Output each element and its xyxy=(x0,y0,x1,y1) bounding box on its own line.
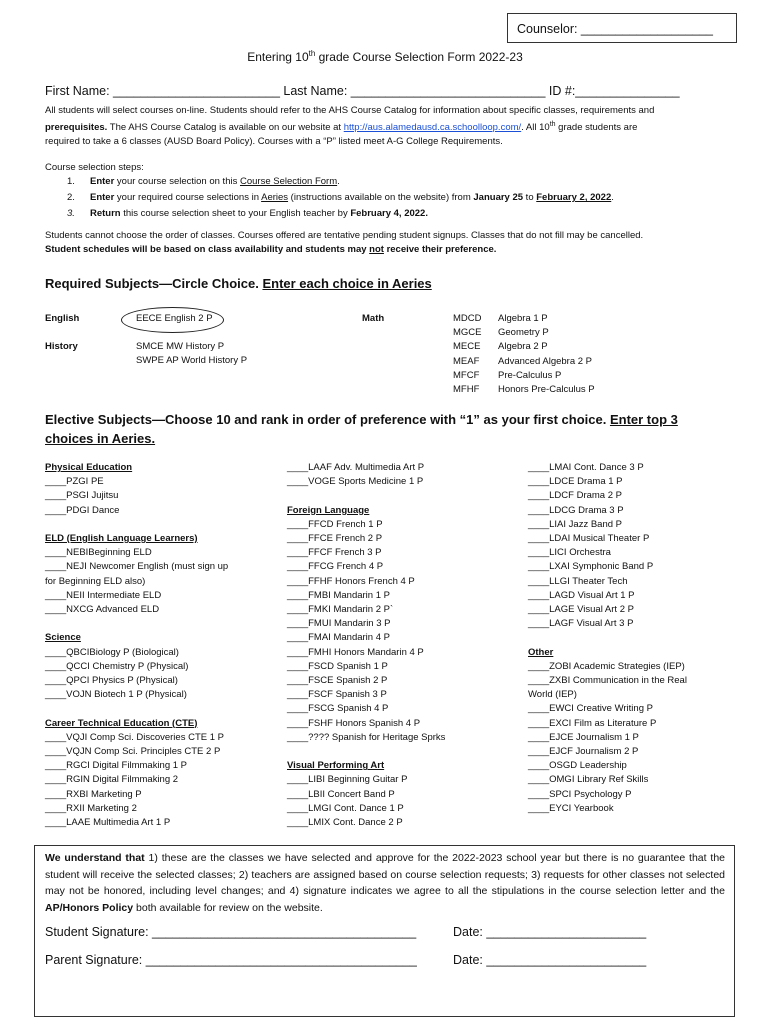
course-option[interactable]: World (IEP) xyxy=(528,689,577,701)
intro-line-2b: . All 10 xyxy=(521,122,550,134)
course-option[interactable]: ____EJCE Journalism 1 P xyxy=(528,731,639,743)
notice-line-2b: receive their preference. xyxy=(383,244,497,255)
step-2-date1: January 25 xyxy=(473,192,524,203)
course-option[interactable]: ____EWCI Creative Writing P xyxy=(528,703,653,715)
math-codes xyxy=(453,312,482,397)
english-label: English xyxy=(45,313,80,324)
form-title xyxy=(0,49,770,64)
course-option[interactable]: ____LMIX Cont. Dance 2 P xyxy=(287,817,403,829)
category-heading: Science xyxy=(45,632,81,644)
course-option[interactable]: ____LDAI Musical Theater P xyxy=(528,533,650,545)
course-option[interactable]: for Beginning ELD also) xyxy=(45,575,146,587)
math-name[interactable]: Pre-Calculus P xyxy=(498,369,562,381)
spacer xyxy=(287,745,445,759)
prerequisites-bold: prerequisites. xyxy=(45,122,108,134)
elective-column-1 xyxy=(45,461,228,830)
course-option[interactable]: ____FMKI Mandarin 2 P` xyxy=(287,604,394,616)
notice-line-2a: Student schedules will be based on class availability and students may xyxy=(45,244,370,255)
math-name[interactable]: Algebra 1 P xyxy=(498,313,548,324)
course-option[interactable]: ____VQJN Comp Sci. Principles CTE 2 P xyxy=(45,746,221,758)
course-option[interactable]: ____FFCD French 1 P xyxy=(287,518,383,530)
history-course-1[interactable]: SMCE MW History P xyxy=(136,341,225,352)
course-option[interactable]: ____LLGI Theater Tech xyxy=(528,575,628,587)
course-option[interactable]: ____LAGD Visual Art 1 P xyxy=(528,589,635,601)
course-option[interactable]: ____FSCD Spanish 1 P xyxy=(287,660,388,672)
agreement-text-1: 1) these are the classes we have selected and approve for the 2022-2023 school year but there is no guarantee that the student will receive the selected classes; 2) teachers are assigned based on course selection requests; 3) requests for other classes not selected may not be honored, including level changes; and 4) signature indicates we agree to all the stipulations in the course selection letter and the xyxy=(45,852,726,897)
intro-line-3: required to take a 6 classes (AUSD Board Policy). Courses with a “P” listed meet A-G College Requirements. xyxy=(45,136,503,148)
course-option[interactable]: ____QCCI Chemistry P (Physical) xyxy=(45,660,189,672)
step-3-date: February 4, 2022. xyxy=(350,208,428,219)
course-option[interactable]: ____RGIN Digital Filmmaking 2 xyxy=(45,774,179,786)
course-option[interactable]: ____VOJN Biotech 1 P (Physical) xyxy=(45,689,187,701)
course-option[interactable]: ____SPCI Psychology P xyxy=(528,788,632,800)
course-option[interactable]: ____VOGE Sports Medicine 1 P xyxy=(287,476,424,488)
math-name[interactable]: Algebra 2 P xyxy=(498,341,548,353)
step-3-a: this course selection sheet to your English teacher by xyxy=(120,208,351,219)
step-3 xyxy=(67,207,428,221)
category-heading: Physical Education xyxy=(45,462,133,473)
category-heading: Career Technical Education (CTE) xyxy=(45,717,198,729)
course-option[interactable]: ____LICI Orchestra xyxy=(528,547,611,559)
math-code[interactable]: MGCE xyxy=(453,327,482,339)
course-option[interactable]: ____RXBI Marketing P xyxy=(45,788,142,800)
student-date-line[interactable]: Date: _______________________ xyxy=(453,925,647,939)
course-option[interactable]: ____FFCG French 4 P xyxy=(287,561,384,573)
course-option[interactable]: ____QBCIBiology P (Biological) xyxy=(45,646,179,658)
math-label: Math xyxy=(362,313,385,324)
step-2 xyxy=(67,191,614,205)
counselor-field[interactable]: Counselor: ___________________ xyxy=(507,13,737,43)
agreement-bold-1: We understand that xyxy=(45,852,145,864)
course-option[interactable]: ____OSGD Leadership xyxy=(528,760,627,772)
intro-sup: th xyxy=(549,121,556,128)
catalog-link[interactable]: http://aus.alamedausd.ca.schoolloop.com/ xyxy=(343,122,522,134)
category-heading: Other xyxy=(528,646,554,658)
title-pre: Entering 10 xyxy=(247,50,309,64)
course-option[interactable]: ____LAAE Multimedia Art 1 P xyxy=(45,817,171,829)
course-option[interactable]: ____LIAI Jazz Band P xyxy=(528,518,623,530)
course-option[interactable]: ____ZXBI Communication in the Real xyxy=(528,675,687,687)
course-option[interactable]: ____LIBI Beginning Guitar P xyxy=(287,774,408,786)
elective-column-2 xyxy=(287,461,445,830)
course-option[interactable]: ____LMAI Cont. Dance 3 P xyxy=(528,462,644,473)
notice-line-1: Students cannot choose the order of classes. Courses offered are tentative pending student signups. Classes that do not fill may be cancelled. xyxy=(45,230,644,241)
step-2-a: your required course selections in xyxy=(114,192,262,203)
course-option[interactable]: ____LAGE Visual Art 2 P xyxy=(528,604,634,616)
course-option[interactable]: ____FMUI Mandarin 3 P xyxy=(287,618,391,630)
math-code[interactable]: MFHF xyxy=(453,384,480,396)
step-3-bold: Return xyxy=(90,208,121,219)
parent-signature-line[interactable]: Parent Signature: _______________________________________ xyxy=(45,953,417,967)
step-1-num: 1. xyxy=(67,176,75,187)
student-signature-line[interactable]: Student Signature: ______________________________________ xyxy=(45,925,417,939)
course-option[interactable]: ____???? Spanish for Heritage Sprks xyxy=(287,731,446,743)
spacer xyxy=(287,489,445,503)
course-option[interactable]: ____FMAI Mandarin 4 P xyxy=(287,632,390,644)
course-option[interactable]: ____EJCF Journalism 2 P xyxy=(528,746,639,758)
step-2-c: to xyxy=(523,192,537,203)
math-name[interactable]: Honors Pre-Calculus P xyxy=(498,384,595,396)
math-names xyxy=(498,312,595,397)
course-option[interactable]: ____ZOBI Academic Strategies (IEP) xyxy=(528,660,685,672)
agreement-text-2: both available for review on the website. xyxy=(133,901,323,914)
elective-heading-u1: Enter top 3 xyxy=(609,412,678,427)
math-code[interactable]: MEAF xyxy=(453,355,480,367)
course-option[interactable]: ____PSGI Jujitsu xyxy=(45,490,119,502)
course-option[interactable]: ____FFCE French 2 P xyxy=(287,533,383,544)
math-code[interactable]: MFCF xyxy=(453,369,480,381)
step-2-u: Aeries xyxy=(261,192,289,203)
course-option[interactable]: ____FSCG Spanish 4 P xyxy=(287,703,389,715)
required-heading-u: Enter each choice in Aeries xyxy=(262,276,432,291)
required-heading xyxy=(45,276,432,291)
step-2-date2: February 2, 2022 xyxy=(536,192,612,203)
course-option[interactable]: ____LXAI Symphonic Band P xyxy=(528,561,654,573)
required-heading-a: Required Subjects—Circle Choice. xyxy=(45,276,263,291)
course-option[interactable]: ____VQJI Comp Sci. Discoveries CTE 1 P xyxy=(45,731,224,743)
course-option[interactable]: ____FSCF Spanish 3 P xyxy=(287,689,387,701)
spacer xyxy=(528,631,687,645)
notice-paragraph xyxy=(45,229,745,257)
course-option[interactable]: ____QPCI Physics P (Physical) xyxy=(45,675,178,687)
step-1-b: . xyxy=(337,176,340,187)
steps-title: Course selection steps: xyxy=(45,162,144,173)
spacer xyxy=(45,617,228,631)
intro-line-2a: The AHS Course Catalog is available on our website at xyxy=(107,122,344,134)
intro-line-2 xyxy=(45,118,735,135)
course-option[interactable]: ____FSHF Honors Spanish 4 P xyxy=(287,717,421,729)
course-option[interactable]: ____NEBIBeginning ELD xyxy=(45,547,152,559)
course-option[interactable]: ____LAAF Adv. Multimedia Art P xyxy=(287,462,425,473)
course-option[interactable]: ____LAGF Visual Art 3 P xyxy=(528,618,634,630)
intro-line-1: All students will select courses on-line. Students should refer to the AHS Course Catalog for information about specific classes, requirements and xyxy=(45,105,655,116)
agreement-text xyxy=(45,850,725,916)
spacer xyxy=(45,702,228,716)
category-heading: Visual Performing Art xyxy=(287,760,385,772)
course-option[interactable]: ____FFHF Honors French 4 P xyxy=(287,575,415,587)
math-code[interactable]: MECE xyxy=(453,341,481,353)
english-course[interactable]: EECE English 2 P xyxy=(136,313,213,324)
step-2-b: (instructions available on the website) from xyxy=(288,192,474,203)
history-course-2[interactable]: SWPE AP World History P xyxy=(136,355,248,366)
step-2-bold: Enter xyxy=(90,192,115,203)
course-option[interactable]: ____NXCG Advanced ELD xyxy=(45,604,160,616)
parent-date-line[interactable]: Date: _______________________ xyxy=(453,953,647,967)
elective-column-3 xyxy=(528,461,687,816)
step-1-bold: Enter xyxy=(90,176,115,187)
step-3-num: 3. xyxy=(67,208,75,219)
course-option[interactable]: ____LDCG Drama 3 P xyxy=(528,504,624,516)
elective-heading-a: Elective Subjects—Choose 10 and rank in order of preference with “1” as your first choice. xyxy=(45,412,610,427)
course-option[interactable]: ____RGCI Digital Filmmaking 1 P xyxy=(45,760,188,772)
step-1-a: your course selection on this xyxy=(114,176,240,187)
course-option[interactable]: ____LDCE Drama 1 P xyxy=(528,476,623,488)
notice-line-2 xyxy=(45,243,745,257)
history-label: History xyxy=(45,341,78,352)
step-1-u: Course Selection Form xyxy=(239,176,338,187)
course-option[interactable]: ____NEJI Newcomer English (must sign up xyxy=(45,561,229,573)
step-2-d: . xyxy=(611,192,614,203)
course-option[interactable]: ____RXII Marketing 2 xyxy=(45,802,137,814)
category-heading: ELD (English Language Learners) xyxy=(45,533,198,544)
course-option[interactable]: ____LBII Concert Band P xyxy=(287,788,395,800)
title-sup: th xyxy=(308,49,316,58)
course-option[interactable]: ____PZGI PE xyxy=(45,476,104,488)
spacer xyxy=(45,518,228,532)
agreement-bold-2: AP/Honors Policy xyxy=(45,901,134,914)
course-option[interactable]: ____EYCI Yearbook xyxy=(528,802,614,814)
category-heading: Foreign Language xyxy=(287,504,370,516)
elective-heading xyxy=(45,410,735,448)
math-name[interactable]: Geometry P xyxy=(498,327,549,339)
course-option[interactable]: ____PDGI Dance xyxy=(45,504,120,516)
course-option[interactable]: ____LMGI Cont. Dance 1 P xyxy=(287,802,404,814)
course-option[interactable]: ____LDCF Drama 2 P xyxy=(528,490,622,502)
intro-paragraph xyxy=(45,104,735,149)
step-1 xyxy=(67,175,340,189)
course-option[interactable]: ____FMHI Honors Mandarin 4 P xyxy=(287,646,424,658)
name-id-row[interactable]: First Name: ________________________ Last Name: ____________________________ ID #:_______________ xyxy=(45,84,680,98)
elective-heading-u2: choices in Aeries. xyxy=(45,431,156,446)
course-option[interactable]: ____EXCI Film as Literature P xyxy=(528,717,657,729)
course-option[interactable]: ____FSCE Spanish 2 P xyxy=(287,675,388,687)
course-option[interactable]: ____OMGI Library Ref Skills xyxy=(528,774,649,786)
course-option[interactable]: ____FFCF French 3 P xyxy=(287,547,382,559)
notice-not: not xyxy=(369,244,384,255)
step-2-num: 2. xyxy=(67,192,75,203)
course-option[interactable]: ____NEII Intermediate ELD xyxy=(45,589,162,601)
intro-line-2c: grade students are xyxy=(555,122,638,134)
math-code[interactable]: MDCD xyxy=(453,313,482,324)
course-option[interactable]: ____FMBI Mandarin 1 P xyxy=(287,589,390,601)
math-name[interactable]: Advanced Algebra 2 P xyxy=(498,355,593,367)
title-post: grade Course Selection Form 2022-23 xyxy=(315,50,523,64)
